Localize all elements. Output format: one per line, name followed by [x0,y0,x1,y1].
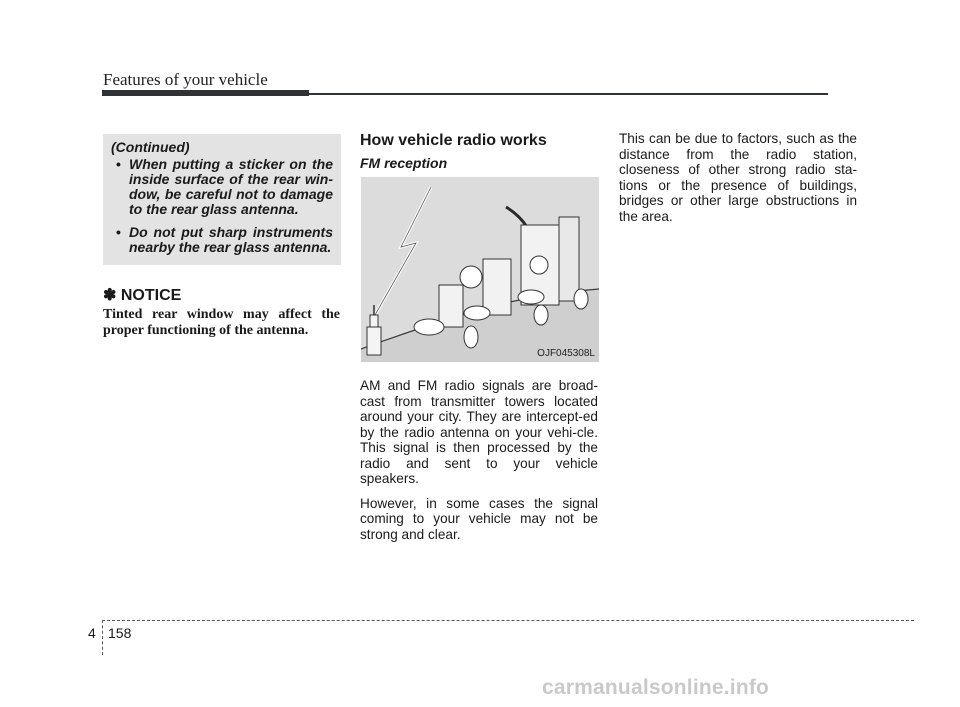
car-3 [518,290,544,304]
building-4 [559,217,579,301]
static-bubble-2 [530,256,548,274]
paragraph-factors: This can be due to factors, such as the distance from the radio station, closeness of other strong radio sta-tions or the presence of buildings, bridges or other large obstructions in the area. [619,131,857,224]
note-bullet-sharp-instruments: • Do not put sharp instruments nearby the rear glass antenna. [111,225,333,255]
radio-explanation-text [360,378,598,551]
section-heading: How vehicle radio works [360,132,547,149]
fm-reception-illustration [361,177,599,362]
car-1 [414,319,444,335]
building-2 [483,259,511,315]
note-bullet-sticker: • When putting a sticker on the inside surface of the rear win-dow, be careful not to damage to the rear glass antenna. [111,157,333,217]
watermark: carmanualsonline.info [542,676,770,699]
footer-dashed-line [102,620,914,621]
building-1 [439,285,463,327]
header-bar-thick [102,90,309,96]
fm-reception-drawing [361,177,599,362]
header-bar-thin [309,93,828,95]
tree-1 [464,326,478,348]
sub-heading-fm-reception: FM reception [360,155,448,171]
page-number: 158 [108,625,132,641]
paragraph-weak-signal: However, in some cases the signal coming to your vehicle may not be strong and clear. [360,495,598,542]
continued-note-box [103,134,341,265]
tower-base [367,327,381,355]
car-2 [464,306,490,320]
tower-top [370,315,378,327]
chapter-number: 4 [88,625,96,641]
header-title: Features of your vehicle [103,70,268,89]
paragraph-broadcast: AM and FM radio signals are broad-cast from transmitter towers located around your city. They are intercept-ed by the radio antenna on your vehi-cle. This signal is then processed by the radio and sent to your vehicle speakers. [360,378,598,486]
interference-factors-text [619,131,857,224]
footer-dashed-divider [102,620,103,655]
signal-bolt [375,187,431,315]
notice-heading: ✽ NOTICE [103,287,182,304]
static-bubble-1 [460,266,482,288]
tree-2 [534,305,548,325]
tree-3 [574,289,588,309]
note-continued-label: (Continued) [111,139,190,155]
notice-text: Tinted rear window may affect the proper functioning of the antenna. [103,307,340,338]
figure-code: OJF045308L [537,348,595,359]
